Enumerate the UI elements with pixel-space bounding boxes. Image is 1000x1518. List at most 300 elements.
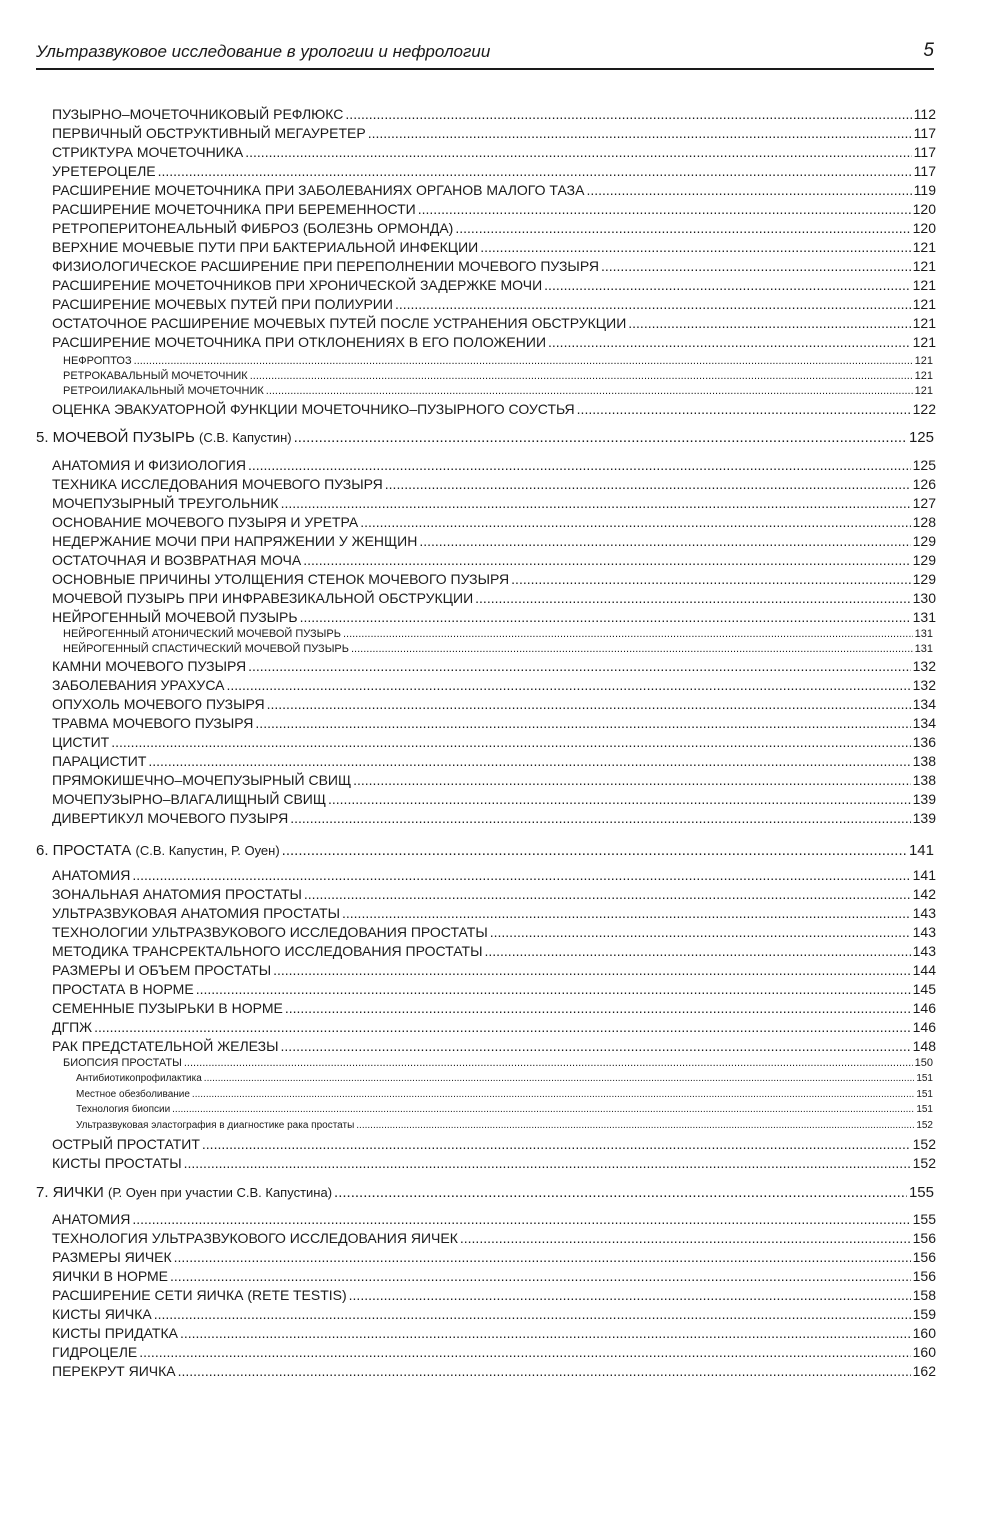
running-title: Ультразвуковое исследование в урологии и нефрологии	[36, 42, 491, 61]
entry-title-text: КИСТЫ ПРОСТАТЫ	[52, 1155, 182, 1171]
entry-page-number: 139	[912, 810, 936, 826]
dot-leader	[248, 457, 911, 473]
dot-leader	[255, 715, 910, 731]
entry-title-text: АНАТОМИЯ	[52, 1211, 131, 1227]
toc-entry-row	[52, 1363, 936, 1379]
toc-chapter-row	[36, 429, 934, 446]
entry-title	[52, 981, 194, 997]
toc-entry-row	[52, 1038, 936, 1054]
entry-page-number: 152	[912, 1136, 936, 1152]
entry-title-text: ДГПЖ	[52, 1019, 93, 1035]
toc-entry-row	[63, 370, 933, 382]
entry-page-number: 158	[912, 1287, 936, 1303]
dot-leader	[328, 791, 911, 807]
entry-title-text: ПЕРВИЧНЫЙ ОБСТРУКТИВНЫЙ МЕГАУРЕТЕР	[52, 125, 366, 141]
entry-page-number: 150	[914, 1057, 933, 1069]
toc-entry-row	[52, 905, 936, 921]
toc-entry-row	[76, 1120, 933, 1131]
dot-leader	[356, 1120, 914, 1131]
toc-entry-row	[52, 1325, 936, 1341]
entry-title	[52, 401, 575, 417]
entry-title	[52, 514, 358, 530]
entry-title-text: МОЧЕПУЗЫРНЫЙ ТРЕУГОЛЬНИК	[52, 495, 279, 511]
entry-title	[52, 924, 488, 940]
entry-page-number: 159	[912, 1306, 936, 1322]
entry-title-text: АНАТОМИЯ	[52, 867, 131, 883]
toc-entry-row	[52, 201, 936, 217]
toc-entry-row	[52, 401, 936, 417]
page-number: 5	[923, 40, 934, 61]
dot-leader	[455, 220, 910, 236]
dot-leader	[475, 590, 910, 606]
entry-page-number: 130	[912, 590, 936, 606]
entry-page-number: 156	[912, 1230, 936, 1246]
toc-entry-row	[52, 239, 936, 255]
dot-leader	[368, 125, 912, 141]
dot-leader	[577, 401, 911, 417]
entry-title-text: РАСШИРЕНИЕ МОЧЕТОЧНИКОВ ПРИ ХРОНИЧЕСКОЙ ЗАДЕРЖКЕ МОЧИ	[52, 277, 543, 293]
entry-page-number: 121	[912, 315, 936, 331]
toc-entry-row	[52, 1000, 936, 1016]
dot-leader	[418, 201, 911, 217]
chapter-title	[36, 842, 280, 859]
entry-title-text: РАСШИРЕНИЕ МОЧЕВЫХ ПУТЕЙ ПРИ ПОЛИУРИИ	[52, 296, 393, 312]
entry-title	[52, 1363, 176, 1379]
entry-page-number: 160	[912, 1325, 936, 1341]
dot-leader	[192, 1089, 914, 1100]
toc-entry-row	[63, 355, 933, 367]
entry-title-text: ОСТАТОЧНОЕ РАСШИРЕНИЕ МОЧЕВЫХ ПУТЕЙ ПОСЛЕ УСТРАНЕНИЯ ОБСТРУКЦИИ	[52, 315, 627, 331]
entry-title-text: ПРОСТАТА В НОРМЕ	[52, 981, 194, 997]
entry-title-text: НЕЙРОГЕННЫЙ АТОНИЧЕСКИЙ МОЧЕВОЙ ПУЗЫРЬ	[63, 628, 341, 640]
dot-leader	[148, 753, 910, 769]
dot-leader	[139, 1344, 910, 1360]
toc-entry-row	[52, 734, 936, 750]
entry-title-text: РАЗМЕРЫ И ОБЪЕМ ПРОСТАТЫ	[52, 962, 272, 978]
dot-leader	[282, 842, 907, 859]
entry-title-text: ОСТРЫЙ ПРОСТАТИТ	[52, 1136, 200, 1152]
chapter-title	[36, 429, 292, 446]
toc-entry-row	[52, 1249, 936, 1265]
toc-entry-row	[76, 1073, 933, 1084]
dot-leader	[267, 696, 911, 712]
entry-title	[52, 106, 343, 122]
entry-title	[52, 457, 246, 473]
entry-title-text: Местное обезболивание	[76, 1089, 190, 1100]
entry-page-number: 121	[912, 277, 936, 293]
entry-page-number: 112	[913, 106, 936, 122]
dot-leader	[273, 962, 911, 978]
entry-title-text: РАСШИРЕНИЕ МОЧЕТОЧНИКА ПРИ ЗАБОЛЕВАНИЯХ ОРГАНОВ МАЛОГО ТАЗА	[52, 182, 585, 198]
entry-title-text: БИОПСИЯ ПРОСТАТЫ	[63, 1057, 182, 1069]
dot-leader	[132, 867, 910, 883]
entry-title-text: 6. ПРОСТАТА	[36, 842, 132, 859]
entry-title-text: РАСШИРЕНИЕ СЕТИ ЯИЧКА (RETE TESTIS)	[52, 1287, 347, 1303]
entry-title-text: АНАТОМИЯ И ФИЗИОЛОГИЯ	[52, 457, 246, 473]
entry-title-text: ЗОНАЛЬНАЯ АНАТОМИЯ ПРОСТАТЫ	[52, 886, 302, 902]
entry-page-number: 141	[908, 842, 934, 859]
toc-entry-row	[52, 457, 936, 473]
toc-entry-row	[52, 609, 936, 625]
entry-page-number: 155	[908, 1184, 934, 1201]
entry-title	[52, 125, 366, 141]
entry-title-text: ОЦЕНКА ЭВАКУАТОРНОЙ ФУНКЦИИ МОЧЕТОЧНИКО–ПУЗЫРНОГО СОУСТЬЯ	[52, 401, 575, 417]
dot-leader	[385, 476, 911, 492]
toc-entry-row	[52, 144, 936, 160]
entry-page-number: 156	[912, 1268, 936, 1284]
entry-title-text: 7. ЯИЧКИ	[36, 1184, 104, 1201]
dot-leader	[245, 144, 911, 160]
dot-leader	[94, 1019, 911, 1035]
dot-leader	[342, 905, 911, 921]
entry-title-text: МЕТОДИКА ТРАНСРЕКТАЛЬНОГО ИССЛЕДОВАНИЯ ПРОСТАТЫ	[52, 943, 483, 959]
entry-title	[63, 643, 349, 655]
dot-leader	[158, 163, 912, 179]
entry-title	[52, 753, 146, 769]
entry-title	[52, 476, 383, 492]
dot-leader	[353, 772, 911, 788]
toc-entry-row	[63, 643, 933, 655]
entry-page-number: 127	[912, 495, 936, 511]
entry-title	[63, 628, 341, 640]
toc-entry-row	[52, 658, 936, 674]
entry-title	[52, 715, 253, 731]
toc-entry-row	[52, 334, 936, 350]
dot-leader	[334, 1184, 907, 1201]
entry-page-number: 120	[912, 220, 936, 236]
entry-page-number: 132	[912, 677, 936, 693]
dot-leader	[303, 552, 910, 568]
entry-title	[52, 182, 584, 198]
entry-title-text: ОСТАТОЧНАЯ И ВОЗВРАТНАЯ МОЧА	[52, 552, 302, 568]
entry-page-number: 129	[912, 552, 936, 568]
entry-title	[76, 1073, 202, 1084]
entry-title	[52, 239, 478, 255]
entry-page-number: 121	[912, 258, 936, 274]
entry-page-number: 129	[912, 533, 936, 549]
entry-title	[52, 495, 279, 511]
entry-title	[52, 1019, 92, 1035]
dot-leader	[395, 296, 911, 312]
toc-entry-row	[52, 533, 936, 549]
entry-title	[63, 1057, 182, 1069]
toc-entry-row	[52, 1019, 936, 1035]
entry-title-text: РАСШИРЕНИЕ МОЧЕТОЧНИКА ПРИ ОТКЛОНЕНИЯХ В ЕГО ПОЛОЖЕНИИ	[52, 334, 547, 350]
chapter-title	[36, 1184, 332, 1201]
dot-leader	[285, 1000, 911, 1016]
entry-page-number: 134	[912, 696, 936, 712]
entry-title-text: МОЧЕПУЗЫРНО–ВЛАГАЛИЩНЫЙ СВИЩ	[52, 791, 326, 807]
entry-page-number: 120	[912, 201, 936, 217]
entry-page-number: 122	[912, 401, 936, 417]
entry-page-number: 132	[912, 658, 936, 674]
entry-title-text: КИСТЫ ПРИДАТКА	[52, 1325, 178, 1341]
entry-page-number: 144	[912, 962, 936, 978]
entry-title	[52, 1136, 200, 1152]
entry-page-number: 162	[912, 1363, 936, 1379]
toc-entry-row	[52, 258, 936, 274]
entry-title-text: НЕДЕРЖАНИЕ МОЧИ ПРИ НАПРЯЖЕНИИ У ЖЕНЩИН	[52, 533, 418, 549]
entry-title-text: ОПУХОЛЬ МОЧЕВОГО ПУЗЫРЯ	[52, 696, 265, 712]
entry-title	[52, 1306, 152, 1322]
entry-title	[52, 1211, 130, 1227]
entry-title	[52, 258, 599, 274]
entry-title	[52, 552, 301, 568]
toc-entry-row	[52, 552, 936, 568]
entry-page-number: 121	[914, 355, 933, 367]
dot-leader	[180, 1325, 911, 1341]
entry-page-number: 146	[912, 1000, 936, 1016]
entry-page-number: 119	[913, 182, 936, 198]
entry-title	[52, 658, 246, 674]
entry-page-number: 151	[916, 1073, 933, 1084]
entry-page-number: 117	[913, 125, 936, 141]
entry-title-text: РЕТРОКАВАЛЬНЫЙ МОЧЕТОЧНИК	[63, 370, 248, 382]
page-header	[36, 38, 934, 70]
dot-leader	[154, 1306, 911, 1322]
entry-title-text: ДИВЕРТИКУЛ МОЧЕВОГО ПУЗЫРЯ	[52, 810, 289, 826]
entry-page-number: 156	[912, 1249, 936, 1265]
entry-title-text: ЗАБОЛЕВАНИЯ УРАХУСА	[52, 677, 225, 693]
toc-entry-row	[52, 962, 936, 978]
dot-leader	[345, 106, 911, 122]
dot-leader	[343, 628, 913, 640]
toc-entry-row	[52, 1136, 936, 1152]
entry-title-text: ОСНОВНЫЕ ПРИЧИНЫ УТОЛЩЕНИЯ СТЕНОК МОЧЕВОГО ПУЗЫРЯ	[52, 571, 510, 587]
dot-leader	[132, 1211, 910, 1227]
entry-page-number: 139	[912, 791, 936, 807]
entry-title-text: РАСШИРЕНИЕ МОЧЕТОЧНИКА ПРИ БЕРЕМЕННОСТИ	[52, 201, 416, 217]
entry-title-text: ТЕХНОЛОГИИ УЛЬТРАЗВУКОВОГО ИССЛЕДОВАНИЯ ПРОСТАТЫ	[52, 924, 488, 940]
entry-page-number: 121	[912, 239, 936, 255]
dot-leader	[134, 355, 913, 367]
toc-entry-row	[52, 106, 936, 122]
dot-leader	[484, 943, 910, 959]
dot-leader	[349, 1287, 911, 1303]
entry-page-number: 155	[912, 1211, 936, 1227]
toc-entry-row	[52, 182, 936, 198]
entry-page-number: 117	[913, 144, 936, 160]
entry-title	[52, 315, 626, 331]
entry-title-text: ТРАВМА МОЧЕВОГО ПУЗЫРЯ	[52, 715, 254, 731]
toc-entry-row	[52, 476, 936, 492]
dot-leader	[511, 571, 910, 587]
toc-entry-row	[52, 715, 936, 731]
entry-title-text: ТЕХНИКА ИССЛЕДОВАНИЯ МОЧЕВОГО ПУЗЫРЯ	[52, 476, 383, 492]
entry-title	[52, 277, 542, 293]
entry-title	[63, 370, 248, 382]
toc-entry-row	[52, 1230, 936, 1246]
dot-leader	[300, 609, 911, 625]
entry-title	[63, 355, 132, 367]
entry-title	[52, 1230, 458, 1246]
toc-entry-row	[52, 125, 936, 141]
entry-title	[52, 791, 326, 807]
entry-title-text: РАК ПРЕДСТАТЕЛЬНОЙ ЖЕЛЕЗЫ	[52, 1038, 279, 1054]
entry-title-text: УЛЬТРАЗВУКОВАЯ АНАТОМИЯ ПРОСТАТЫ	[52, 905, 340, 921]
entry-title-text: ПАРАЦИСТИТ	[52, 753, 147, 769]
dot-leader	[360, 514, 910, 530]
toc-entry-row	[52, 220, 936, 236]
entry-title	[52, 1268, 168, 1284]
entry-title	[52, 571, 509, 587]
entry-title	[52, 220, 453, 236]
entry-title-text: УРЕТЕРОЦЕЛЕ	[52, 163, 156, 179]
toc-chapter-row	[36, 1184, 934, 1201]
entry-page-number: 138	[912, 772, 936, 788]
toc-entry-row	[63, 385, 933, 397]
toc-entry-row	[52, 696, 936, 712]
entry-title-text: 5. МОЧЕВОЙ ПУЗЫРЬ	[36, 429, 195, 446]
dot-leader	[586, 182, 911, 198]
entry-title	[52, 810, 288, 826]
dot-leader	[174, 1249, 911, 1265]
entry-title	[52, 590, 473, 606]
dot-leader	[294, 429, 907, 446]
entry-title-text: КИСТЫ ЯИЧКА	[52, 1306, 152, 1322]
entry-page-number: 152	[912, 1155, 936, 1171]
entry-page-number: 117	[913, 163, 936, 179]
toc-entry-row	[52, 791, 936, 807]
entry-page-number: 143	[912, 905, 936, 921]
toc-entry-row	[52, 277, 936, 293]
toc-entry-row	[52, 753, 936, 769]
entry-page-number: 146	[912, 1019, 936, 1035]
entry-title	[52, 886, 302, 902]
entry-page-number: 134	[912, 715, 936, 731]
entry-title	[52, 1038, 279, 1054]
dot-leader	[204, 1073, 915, 1084]
entry-title	[52, 1249, 172, 1265]
entry-page-number: 141	[912, 867, 936, 883]
entry-title-text: ЦИСТИТ	[52, 734, 110, 750]
entry-title	[52, 677, 224, 693]
dot-leader	[480, 239, 910, 255]
entry-page-number: 128	[912, 514, 936, 530]
entry-title-text: РЕТРОПЕРИТОНЕАЛЬНЫЙ ФИБРОЗ (БОЛЕЗНЬ ОРМОНДА)	[52, 220, 454, 236]
dot-leader	[226, 677, 910, 693]
entry-page-number: 129	[912, 571, 936, 587]
chapter-authors: (С.В. Капустин, Р. Оуен)	[135, 843, 280, 858]
dot-leader	[281, 1038, 911, 1054]
entry-page-number: 145	[912, 981, 936, 997]
toc-entry-row	[63, 628, 933, 640]
entry-title	[52, 201, 416, 217]
entry-title	[52, 905, 340, 921]
toc-entry-row	[52, 315, 936, 331]
entry-page-number: 151	[916, 1104, 933, 1115]
toc-entry-row	[52, 1344, 936, 1360]
entry-title	[52, 962, 271, 978]
toc-entry-row	[52, 1211, 936, 1227]
toc-entry-row	[52, 590, 936, 606]
chapter-authors: (Р. Оуен при участии С.В. Капустина)	[107, 1185, 333, 1200]
entry-page-number: 142	[912, 886, 936, 902]
dot-leader	[266, 385, 913, 397]
toc-entry-row	[52, 1287, 936, 1303]
entry-title	[52, 334, 546, 350]
dot-leader	[351, 643, 913, 655]
toc-entry-row	[63, 1057, 933, 1069]
entry-page-number: 152	[916, 1120, 933, 1131]
entry-title-text: Антибиотикопрофилактика	[76, 1073, 202, 1084]
entry-title-text: СЕМЕННЫЕ ПУЗЫРЬКИ В НОРМЕ	[52, 1000, 283, 1016]
entry-page-number: 121	[914, 385, 933, 397]
entry-title	[52, 734, 109, 750]
dot-leader	[548, 334, 911, 350]
entry-page-number: 121	[912, 334, 936, 350]
entry-title	[52, 1287, 347, 1303]
entry-title-text: ПРЯМОКИШЕЧНО–МОЧЕПУЗЫРНЫЙ СВИЩ	[52, 772, 352, 788]
entry-title	[76, 1120, 354, 1131]
entry-title-text: Технология биопсии	[76, 1104, 171, 1115]
toc-entry-row	[52, 943, 936, 959]
dot-leader	[248, 658, 911, 674]
entry-title	[52, 867, 130, 883]
entry-page-number: 125	[912, 457, 936, 473]
dot-leader	[419, 533, 910, 549]
entry-title-text: ОСНОВАНИЕ МОЧЕВОГО ПУЗЫРЯ И УРЕТРА	[52, 514, 359, 530]
entry-page-number: 143	[912, 924, 936, 940]
entry-page-number: 126	[912, 476, 936, 492]
entry-title	[52, 296, 393, 312]
entry-title	[52, 144, 243, 160]
dot-leader	[111, 734, 910, 750]
entry-title-text: СТРИКТУРА МОЧЕТОЧНИКА	[52, 144, 244, 160]
dot-leader	[172, 1104, 914, 1115]
entry-title-text: ТЕХНОЛОГИЯ УЛЬТРАЗВУКОВОГО ИССЛЕДОВАНИЯ ЯИЧЕК	[52, 1230, 458, 1246]
entry-title	[76, 1089, 190, 1100]
entry-title	[63, 385, 264, 397]
dot-leader	[304, 886, 911, 902]
entry-page-number: 148	[912, 1038, 936, 1054]
entry-title-text: ПУЗЫРНО–МОЧЕТОЧНИКОВЫЙ РЕФЛЮКС	[52, 106, 344, 122]
entry-title-text: ПЕРЕКРУТ ЯИЧКА	[52, 1363, 176, 1379]
entry-title	[52, 696, 265, 712]
dot-leader	[628, 315, 910, 331]
toc-chapter-row	[36, 842, 934, 859]
toc-entry-row	[52, 1306, 936, 1322]
dot-leader	[281, 495, 911, 511]
toc-entry-row	[52, 924, 936, 940]
toc-entry-row	[52, 296, 936, 312]
entry-title-text: НЕФРОПТОЗ	[63, 355, 132, 367]
entry-title-text: КАМНИ МОЧЕВОГО ПУЗЫРЯ	[52, 658, 247, 674]
entry-title-text: ГИДРОЦЕЛЕ	[52, 1344, 138, 1360]
entry-page-number: 131	[914, 628, 933, 640]
toc-entry-row	[76, 1104, 933, 1115]
entry-title	[52, 1000, 283, 1016]
toc-entry-row	[52, 772, 936, 788]
entry-page-number: 136	[912, 734, 936, 750]
dot-leader	[202, 1136, 911, 1152]
dot-leader	[196, 981, 911, 997]
dot-leader	[460, 1230, 911, 1246]
dot-leader	[184, 1155, 911, 1171]
entry-title-text: МОЧЕВОЙ ПУЗЫРЬ ПРИ ИНФРАВЕЗИКАЛЬНОЙ ОБСТРУКЦИИ	[52, 590, 474, 606]
toc-entry-row	[52, 163, 936, 179]
entry-title	[52, 533, 417, 549]
toc-entry-row	[52, 677, 936, 693]
entry-title-text: РАЗМЕРЫ ЯИЧЕК	[52, 1249, 172, 1265]
dot-leader	[544, 277, 910, 293]
toc-entry-row	[52, 495, 936, 511]
dot-leader	[490, 924, 911, 940]
entry-title	[52, 609, 298, 625]
entry-page-number: 138	[912, 753, 936, 769]
entry-title	[52, 1155, 182, 1171]
entry-title-text: НЕЙРОГЕННЫЙ МОЧЕВОЙ ПУЗЫРЬ	[52, 609, 298, 625]
